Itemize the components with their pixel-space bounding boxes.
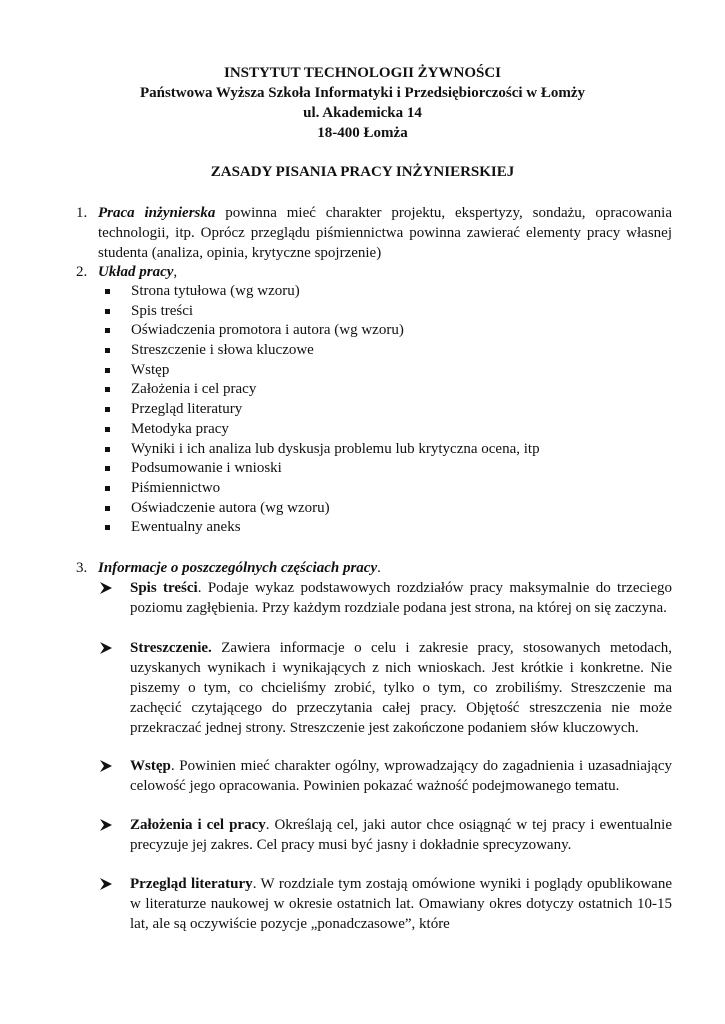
square-bullet-icon [105, 348, 110, 353]
list-item: Założenia i cel pracy [131, 380, 651, 400]
list-item: Przegląd literatury [131, 400, 651, 420]
square-bullet-icon [105, 387, 110, 392]
list-item: Ewentualny aneks [131, 518, 651, 538]
street-address: ul. Akademicka 14 [303, 105, 422, 121]
section-body: powinna mieć charakter projektu, ekspertyzy, sondażu, opracowania technologii, itp. Oprócz przeglądu piśmiennictwa powinna zawierać elementy pracy własnej studenta (analiza, opinia, krytyczne spojrzenie) [98, 205, 672, 261]
list-item: Metodyka pracy [131, 420, 651, 440]
square-bullet-icon [105, 466, 110, 471]
section-number: 1. [76, 205, 88, 221]
list-item: Wstęp [131, 361, 651, 381]
square-bullet-icon [105, 447, 110, 452]
arrowhead-bullet-icon [99, 874, 113, 894]
square-bullet-icon [105, 368, 110, 373]
subsection-streszczenie: Streszczenie. Zawiera informacje o celu i zakresie pracy, stosowanych metodach, uzyskanych wynikach i wynikających z nich wnioskach. Jest krótkie i konkretne. Nie piszemy o tym, co chcieliśmy zrobić, tylko o tym, co zrobiliśmy. Streszczenie ma zachęcić czytającego do przeczytania całej pracy. Objętość streszczenia nie może przekraczać jednej strony. Streszczenie jest zakończone podaniem słów kluczowych. [99, 638, 672, 738]
square-bullet-icon [105, 289, 110, 294]
subsection-spis-tresci: Spis treści. Podaje wykaz podstawowych rozdziałów pracy maksymalnie do trzeciego poziomu zagłębienia. Przy każdym rozdziale podana jest strona, na której on się zaczyna. [99, 578, 672, 618]
arrowhead-bullet-icon [99, 578, 113, 598]
section-1 [76, 203, 672, 263]
section-tail: , [173, 264, 178, 280]
section-1-text [98, 203, 672, 263]
section-number: 3. [76, 560, 88, 576]
list-item: Oświadczenia promotora i autora (wg wzoru) [131, 321, 651, 341]
structure-list [131, 282, 651, 538]
section-lead: Informacje o poszczególnych częściach pracy [98, 560, 378, 576]
section-3 [76, 558, 672, 578]
document-title: ZASADY PISANIA PRACY INŻYNIERSKIEJ [210, 164, 515, 180]
institution-header [0, 63, 725, 143]
list-item: Spis treści [131, 302, 651, 322]
list-item: Strona tytułowa (wg wzoru) [131, 282, 651, 302]
square-bullet-icon [105, 506, 110, 511]
square-bullet-icon [105, 525, 110, 530]
section-lead: Praca inżynierska [98, 205, 216, 221]
school-name: Państwowa Wyższa Szkoła Informatyki i Przedsiębiorczości w Łomży [139, 85, 586, 101]
list-item: Piśmiennictwo [131, 479, 651, 499]
list-item: Podsumowanie i wnioski [131, 459, 651, 479]
arrowhead-bullet-icon [99, 756, 113, 776]
postal-address: 18-400 Łomża [317, 125, 408, 141]
subsection-zalozenia: Założenia i cel pracy. Określają cel, jaki autor chce osiągnąć w tej pracy i ewentualnie precyzuje jej zakres. Cel pracy musi być jasny i dokładnie sprecyzowany. [99, 815, 672, 855]
section-number: 2. [76, 264, 88, 280]
square-bullet-icon [105, 486, 110, 491]
section-3-heading [98, 558, 672, 578]
section-2 [76, 262, 672, 282]
subsection-wstep: Wstęp. Powinien mieć charakter ogólny, wprowadzający do zagadnienia i uzasadniający celowość jego opracowania. Powinien pokazać ważność podejmowanego tematu. [99, 756, 672, 796]
subsection-przeglad-literatury: Przegląd literatury. W rozdziale tym zostają omówione wyniki i poglądy opublikowane w literaturze naukowej w okresie ostatnich lat. Omawiany okres dotyczy ostatnich 10-15 lat, ale są oczywiście pozycje „ponadczasowe”, które [99, 874, 672, 934]
square-bullet-icon [105, 407, 110, 412]
arrowhead-bullet-icon [99, 638, 113, 658]
square-bullet-icon [105, 427, 110, 432]
section-lead: Układ pracy [98, 264, 174, 280]
list-item: Streszczenie i słowa kluczowe [131, 341, 651, 361]
arrowhead-bullet-icon [99, 815, 113, 835]
institute-name: INSTYTUT TECHNOLOGII ŻYWNOŚCI [223, 65, 502, 81]
list-item: Oświadczenie autora (wg wzoru) [131, 499, 651, 519]
section-tail: . [377, 560, 381, 576]
square-bullet-icon [105, 328, 110, 333]
list-item: Wyniki i ich analiza lub dyskusja problemu lub krytyczna ocena, itp [131, 440, 651, 460]
square-bullet-icon [105, 309, 110, 314]
section-2-heading [98, 262, 672, 282]
